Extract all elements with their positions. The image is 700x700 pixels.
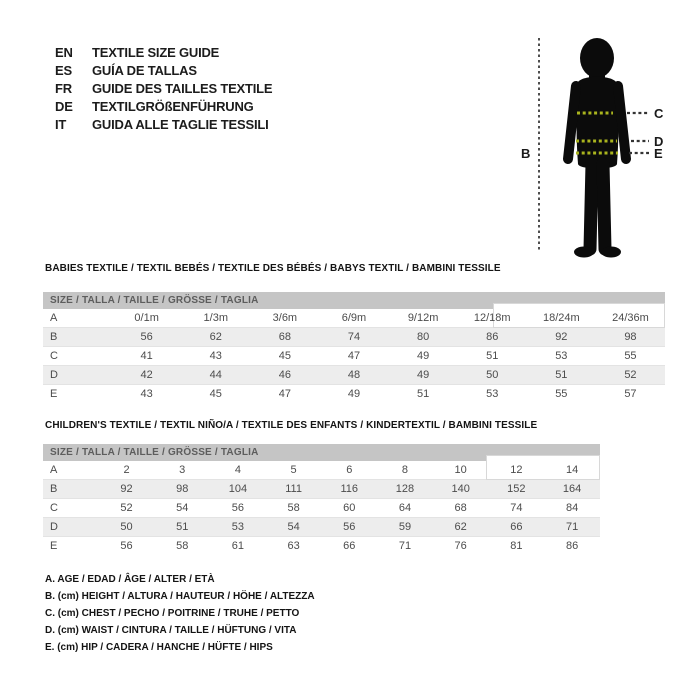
- size-cell: 47: [250, 385, 319, 404]
- table-row: [43, 518, 600, 537]
- left-foot: [574, 247, 594, 258]
- measurement-legend: [45, 571, 315, 656]
- row-label: C: [43, 499, 99, 518]
- size-cell: 128: [377, 480, 433, 499]
- size-cell: 84: [544, 499, 600, 518]
- table-row: [43, 385, 665, 404]
- size-cell: 45: [181, 385, 250, 404]
- size-cell: 14: [565, 464, 579, 476]
- row-label: D: [43, 518, 99, 537]
- size-cell: 56: [210, 499, 266, 518]
- legend-item: A. AGE / EDAD / ÂGE / ALTER / ETÀ: [45, 574, 215, 585]
- size-cell: 4: [234, 464, 241, 476]
- size-cell: 0/1m: [134, 312, 159, 324]
- size-cell: 140: [433, 480, 489, 499]
- size-cell: 86: [458, 328, 527, 347]
- size-cell: 12: [510, 464, 523, 476]
- size-cell: 41: [112, 347, 181, 366]
- legend-item: C. (cm) CHEST / PECHO / POITRINE / TRUHE / PETTO: [45, 608, 300, 619]
- table-row: [43, 328, 665, 347]
- language-row: [55, 62, 272, 80]
- row-label: A: [50, 464, 58, 476]
- size-cell: 86: [544, 537, 600, 556]
- size-cell: 42: [112, 366, 181, 385]
- size-cell: 111: [266, 480, 322, 499]
- size-cell: 2: [123, 464, 130, 476]
- hip-label-e: E: [654, 146, 663, 161]
- chest-label-c: C: [654, 106, 664, 121]
- size-cell: 116: [321, 480, 377, 499]
- size-cell: 71: [544, 518, 600, 537]
- table-row: [43, 537, 600, 556]
- size-header-label: SIZE / TALLA / TAILLE / GRÖSSE / TAGLIA: [50, 447, 259, 458]
- size-cell: 8: [401, 464, 409, 476]
- row-label: E: [43, 385, 112, 404]
- size-cell: 74: [489, 499, 545, 518]
- language-code: IT: [55, 117, 67, 132]
- size-cell: 92: [99, 480, 155, 499]
- size-cell: 164: [544, 480, 600, 499]
- size-cell: 50: [458, 366, 527, 385]
- size-cell: 50: [99, 518, 155, 537]
- size-header-label: SIZE / TALLA / TAILLE / GRÖSSE / TAGLIA: [50, 295, 259, 306]
- size-cell: 46: [250, 366, 319, 385]
- row-label: B: [43, 480, 99, 499]
- size-cell: 74: [319, 328, 388, 347]
- size-cell: 98: [154, 480, 210, 499]
- size-cell: 81: [489, 537, 545, 556]
- table-row: [43, 366, 665, 385]
- size-cell: 43: [181, 347, 250, 366]
- size-cell: 56: [99, 537, 155, 556]
- size-cell: 49: [319, 385, 388, 404]
- legend-item: E. (cm) HIP / CADERA / HANCHE / HÜFTE / HIPS: [45, 642, 273, 653]
- size-cell: 47: [319, 347, 388, 366]
- table-row: [43, 499, 600, 518]
- size-cell: 68: [250, 328, 319, 347]
- size-cell: 43: [112, 385, 181, 404]
- row-label: E: [43, 537, 99, 556]
- size-cell: 66: [489, 518, 545, 537]
- size-cell: 53: [458, 385, 527, 404]
- legend-item: D. (cm) WAIST / CINTURA / TAILLE / HÜFTUNG / VITA: [45, 625, 297, 636]
- size-cell: 24/36m: [612, 312, 649, 324]
- child-silhouette-figure: [505, 28, 680, 263]
- size-cell: 98: [596, 328, 665, 347]
- size-cell: 44: [181, 366, 250, 385]
- size-cell: 51: [458, 347, 527, 366]
- table-row: [43, 347, 665, 366]
- language-label: GUÍA DE TALLAS: [92, 63, 197, 78]
- row-label: A: [50, 312, 58, 324]
- size-cell: 63: [266, 537, 322, 556]
- language-row: [55, 98, 272, 116]
- size-cell: 12/18m: [473, 312, 511, 324]
- size-cell: 62: [181, 328, 250, 347]
- size-cell: 62: [433, 518, 489, 537]
- size-cell: 55: [527, 385, 596, 404]
- size-cell: 92: [527, 328, 596, 347]
- size-cell: 49: [389, 366, 458, 385]
- children-table-title: CHILDREN'S TEXTILE / TEXTIL NIÑO/A / TEXTILE DES ENFANTS / KINDERTEXTIL / BAMBINI TESSILE: [45, 420, 538, 431]
- right-leg: [603, 164, 605, 249]
- size-cell: 1/3m: [203, 312, 228, 324]
- legend-item: B. (cm) HEIGHT / ALTURA / HAUTEUR / HÖHE / ALTEZZA: [45, 591, 315, 602]
- size-cell: 64: [377, 499, 433, 518]
- language-code: DE: [55, 99, 73, 114]
- size-cell: 9/12m: [407, 312, 439, 324]
- size-cell: 60: [321, 499, 377, 518]
- language-code: EN: [55, 45, 73, 60]
- size-cell: 52: [99, 499, 155, 518]
- size-cell: 53: [527, 347, 596, 366]
- left-leg: [590, 164, 592, 249]
- left-arm: [568, 86, 576, 159]
- size-cell: 55: [596, 347, 665, 366]
- size-cell: 54: [266, 518, 322, 537]
- size-cell: 66: [321, 537, 377, 556]
- size-cell: 68: [433, 499, 489, 518]
- language-label: TEXTILGRÖßENFÜHRUNG: [92, 99, 254, 114]
- size-cell: 3: [179, 464, 186, 476]
- size-cell: 45: [250, 347, 319, 366]
- size-cell: 56: [112, 328, 181, 347]
- size-cell: 71: [377, 537, 433, 556]
- highlight-box-children: [486, 455, 600, 480]
- child-silhouette: [577, 38, 619, 169]
- size-cell: 5: [290, 464, 297, 476]
- size-cell: 152: [489, 480, 545, 499]
- row-label: D: [43, 366, 112, 385]
- row-label: C: [43, 347, 112, 366]
- size-cell: 10: [454, 464, 467, 476]
- size-cell: 80: [389, 328, 458, 347]
- size-cell: 54: [154, 499, 210, 518]
- language-row: [55, 116, 272, 134]
- language-label: GUIDE DES TAILLES TEXTILE: [92, 81, 273, 96]
- language-code: ES: [55, 63, 72, 78]
- waist-label-d: D: [654, 134, 664, 149]
- size-cell: 53: [210, 518, 266, 537]
- size-cell: 51: [527, 366, 596, 385]
- size-cell: 58: [266, 499, 322, 518]
- size-cell: 76: [433, 537, 489, 556]
- size-cell: 3/6m: [272, 312, 298, 324]
- table-row: [43, 480, 600, 499]
- language-row: [55, 44, 272, 62]
- size-cell: 51: [154, 518, 210, 537]
- size-cell: 57: [596, 385, 665, 404]
- size-cell: 104: [210, 480, 266, 499]
- row-label: B: [43, 328, 112, 347]
- size-cell: 56: [321, 518, 377, 537]
- size-cell: 59: [377, 518, 433, 537]
- right-foot: [601, 247, 621, 258]
- size-cell: 6/9m: [341, 312, 367, 324]
- size-cell: 49: [389, 347, 458, 366]
- size-cell: 48: [319, 366, 388, 385]
- language-label: GUIDA ALLE TAGLIE TESSILI: [92, 117, 269, 132]
- height-label-b: B: [521, 146, 531, 161]
- size-cell: 52: [596, 366, 665, 385]
- size-cell: 6: [346, 464, 353, 476]
- language-label: TEXTILE SIZE GUIDE: [92, 45, 220, 60]
- size-cell: 51: [389, 385, 458, 404]
- language-row: [55, 80, 272, 98]
- language-list: [55, 44, 272, 134]
- right-arm: [618, 86, 626, 159]
- size-cell: 58: [154, 537, 210, 556]
- size-cell: 18/24m: [542, 312, 580, 324]
- size-cell: 61: [210, 537, 266, 556]
- language-code: FR: [55, 81, 72, 96]
- babies-table-title: BABIES TEXTILE / TEXTIL BEBÉS / TEXTILE DES BÉBÉS / BABYS TEXTIL / BAMBINI TESSILE: [45, 263, 501, 274]
